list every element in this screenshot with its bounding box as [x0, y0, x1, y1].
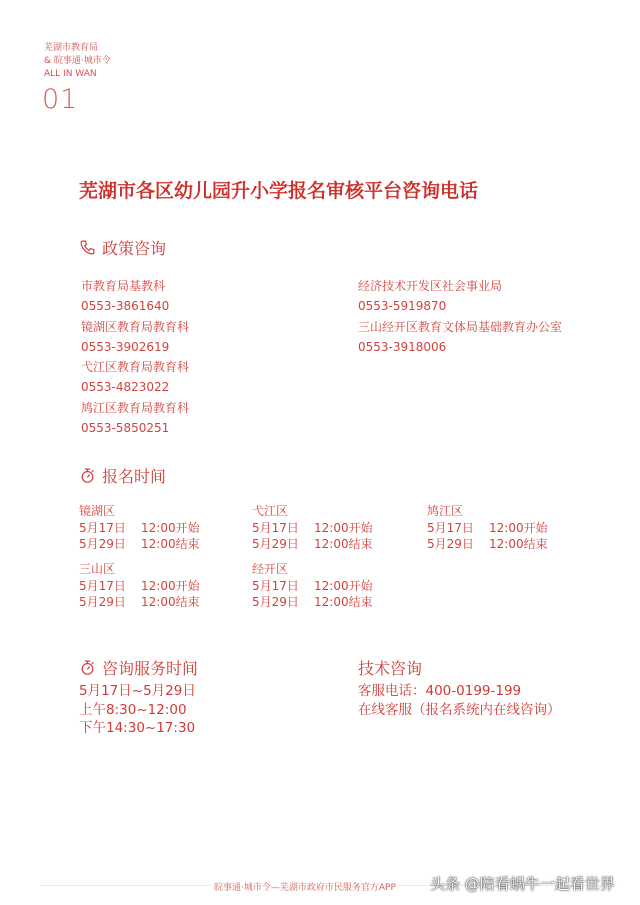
district-block	[252, 561, 373, 611]
start-date: 5月17日	[252, 520, 299, 535]
footer-text: 皖事通·城市令—芜湖市政府市民服务官方APP	[212, 880, 398, 893]
policy-phone: 0553-4823022	[81, 380, 170, 395]
brand-line-1: 芜湖市教育局	[44, 43, 99, 53]
start-time: 12:00开始	[314, 520, 373, 535]
brand-line-2: & 皖事通·城市令	[44, 56, 111, 66]
policy-item: 经济技术开发区社会事业局	[358, 279, 503, 293]
end-time: 12:00结束	[141, 537, 200, 551]
district-block	[427, 503, 548, 553]
service-hours-heading	[79, 656, 198, 679]
district-name: 鸠江区	[427, 504, 464, 518]
district-name: 镜湖区	[79, 504, 116, 518]
page-title: 芜湖市各区幼儿园升小学报名审核平台咨询电话	[79, 180, 479, 202]
tech-line: 在线客服（报名系统内在线咨询）	[358, 701, 561, 718]
policy-phone: 0553-5919870	[358, 299, 447, 314]
tech-line: 客服电话：400-0199-199	[358, 683, 522, 699]
policy-list-right	[358, 276, 562, 357]
end-date: 5月29日	[252, 595, 299, 609]
policy-heading	[79, 236, 166, 259]
start-date: 5月17日	[79, 578, 126, 593]
district-block	[79, 503, 200, 553]
tech-list	[358, 682, 561, 719]
policy-item: 三山经开区教育文体局基础教育办公室	[358, 319, 563, 334]
policy-heading-label: 政策咨询	[102, 239, 167, 258]
district-block	[252, 503, 373, 553]
end-time: 12:00结束	[314, 537, 373, 551]
policy-item: 镜湖区教育局教育科	[81, 319, 190, 334]
policy-list-left	[81, 276, 189, 438]
start-time: 12:00开始	[141, 520, 200, 535]
service-hours-heading-label: 咨询服务时间	[102, 659, 199, 678]
policy-phone: 0553-3918006	[358, 339, 447, 354]
district-name: 弋江区	[252, 504, 289, 518]
start-date: 5月17日	[252, 578, 299, 593]
end-time: 12:00结束	[141, 595, 200, 609]
service-hours-line: 上午8:30~12:00	[79, 701, 187, 718]
brand-block	[44, 42, 111, 81]
policy-phone: 0553-3861640	[81, 299, 170, 314]
registration-heading-label: 报名时间	[102, 467, 167, 486]
policy-item: 鸠江区教育局教育科	[81, 400, 190, 415]
stopwatch-icon	[79, 467, 96, 484]
district-block	[79, 561, 200, 611]
start-date: 5月17日	[427, 520, 474, 535]
tech-heading: 技术咨询	[358, 659, 423, 678]
policy-item: 市教育局基教科	[81, 279, 166, 293]
end-date: 5月29日	[79, 595, 126, 609]
policy-phone: 0553-3902619	[81, 339, 170, 354]
stopwatch-icon	[79, 659, 96, 676]
start-time: 12:00开始	[141, 578, 200, 593]
district-name: 经开区	[252, 562, 289, 576]
service-hours-line: 5月17日~5月29日	[79, 683, 196, 699]
phone-icon	[79, 239, 96, 256]
start-date: 5月17日	[79, 520, 126, 535]
start-time: 12:00开始	[314, 578, 373, 593]
page-number: 01	[42, 84, 79, 115]
service-hours-line: 下午14:30~17:30	[79, 720, 196, 736]
brand-line-3: ALL IN WAN	[44, 69, 97, 79]
policy-item: 弋江区教育局教育科	[81, 360, 190, 375]
watermark: 头条 @陪看蜗牛一起看世界	[430, 875, 615, 893]
end-date: 5月29日	[427, 537, 474, 551]
policy-phone: 0553-5850251	[81, 421, 170, 436]
district-name: 三山区	[79, 562, 116, 576]
registration-heading	[79, 464, 166, 487]
service-hours-list	[79, 682, 196, 738]
end-time: 12:00结束	[489, 537, 548, 551]
end-date: 5月29日	[79, 537, 126, 551]
end-date: 5月29日	[252, 537, 299, 551]
start-time: 12:00开始	[489, 520, 548, 535]
end-time: 12:00结束	[314, 595, 373, 609]
